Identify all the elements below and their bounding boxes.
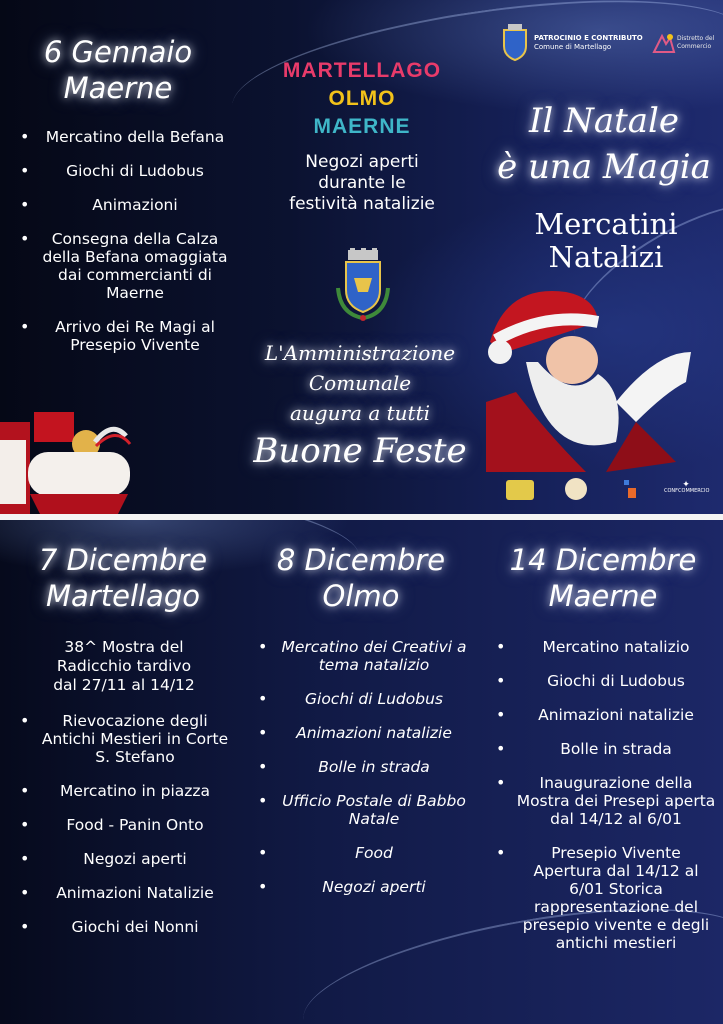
list-item: • Mercatino in piazza bbox=[18, 782, 230, 800]
confcommercio-logo bbox=[664, 482, 708, 494]
list-item: • Rievocazione degli Antichi Mestieri in Corte S. Stefano bbox=[18, 712, 230, 766]
list-item: • Food bbox=[256, 844, 470, 862]
christmas-stocking-illustration bbox=[0, 402, 140, 514]
confcommercio-emblem-icon: ✦ bbox=[682, 480, 690, 490]
text-line: Mercatini bbox=[534, 207, 678, 241]
left-date-title bbox=[8, 34, 228, 106]
list-item: • Consegna della Calza della Befana omaggiata dai commercianti di Maerne bbox=[18, 230, 230, 302]
text-line: Comune di Martellago bbox=[534, 43, 612, 51]
date-title-line: Martellago bbox=[46, 579, 200, 613]
col2-events-list bbox=[256, 638, 470, 912]
santa-claus-illustration bbox=[486, 282, 696, 472]
list-item: • Animazioni Natalizie bbox=[18, 884, 230, 902]
list-item: • Animazioni bbox=[18, 196, 230, 214]
list-item: • Negozi aperti bbox=[18, 850, 230, 868]
patronage-text bbox=[534, 34, 644, 52]
text-line: augura a tutti bbox=[290, 401, 430, 425]
date-title-line: 6 Gennaio bbox=[43, 35, 193, 69]
list-item: • Ufficio Postale di Babbo Natale bbox=[256, 792, 470, 828]
text-line: Negozi aperti bbox=[305, 152, 419, 172]
sponsor-logo-2 bbox=[565, 478, 587, 500]
greeting-text bbox=[240, 338, 480, 472]
radicchio-exhibition-text bbox=[18, 638, 230, 695]
municipal-coat-of-arms-icon bbox=[334, 248, 392, 324]
list-item: • Giochi di Ludobus bbox=[18, 162, 230, 180]
district-logo-icon bbox=[652, 32, 676, 54]
text-line: dal 27/11 al 14/12 bbox=[53, 676, 195, 694]
left-events-list bbox=[18, 128, 230, 370]
text-line: è una Magia bbox=[497, 147, 711, 187]
text-line: Il Natale bbox=[528, 101, 680, 141]
list-item: • Mercatino dei Creativi a tema natalizio bbox=[256, 638, 470, 674]
list-item: • Mercatino natalizio bbox=[494, 638, 716, 656]
sponsor-logo-1 bbox=[506, 480, 534, 500]
district-text bbox=[677, 35, 721, 51]
sponsor-n-icon bbox=[622, 478, 638, 500]
town-olmo: OLMO bbox=[328, 87, 396, 110]
sponsor-logo-3 bbox=[622, 478, 638, 500]
list-item: • Food - Panin Onto bbox=[18, 816, 230, 834]
list-item: • Negozi aperti bbox=[256, 878, 470, 896]
list-item: • Inaugurazione della Mostra dei Presepi aperta dal 14/12 al 6/01 bbox=[494, 774, 716, 828]
text-line: Comunale bbox=[308, 371, 412, 395]
confcommercio-label: CONFCOMMERCIO bbox=[664, 488, 710, 494]
bottom-panel bbox=[0, 520, 723, 1024]
list-item: • Giochi di Ludobus bbox=[256, 690, 470, 708]
date-title-line: Maerne bbox=[63, 71, 173, 105]
comune-crest-icon bbox=[500, 24, 530, 62]
mercatini-natalizi-title bbox=[496, 208, 716, 274]
text-line: 38^ Mostra del bbox=[64, 638, 184, 656]
text-line: Natalizi bbox=[548, 240, 664, 274]
text-line: Distretto del bbox=[677, 35, 715, 42]
text-line: festività natalizie bbox=[289, 194, 435, 214]
list-item: • Giochi dei Nonni bbox=[18, 918, 230, 936]
text-line: L'Amministrazione bbox=[264, 341, 456, 365]
buone-feste-text: Buone Feste bbox=[253, 431, 467, 471]
col3-date-title bbox=[484, 542, 722, 614]
shops-open-text bbox=[262, 152, 462, 215]
text-line: PATROCINIO E CONTRIBUTO bbox=[534, 34, 643, 42]
text-line: Commercio bbox=[677, 43, 712, 50]
list-item: • Bolle in strada bbox=[256, 758, 470, 776]
list-item: • Mercatino della Befana bbox=[18, 128, 230, 146]
col3-events-list bbox=[494, 638, 716, 968]
date-title-line: Maerne bbox=[548, 579, 658, 613]
list-item: • Giochi di Ludobus bbox=[494, 672, 716, 690]
list-item: • Bolle in strada bbox=[494, 740, 716, 758]
list-item: • Animazioni natalizie bbox=[494, 706, 716, 724]
list-item: • Animazioni natalizie bbox=[256, 724, 470, 742]
text-line: durante le bbox=[318, 173, 406, 193]
col1-date-title bbox=[6, 542, 240, 614]
natale-magia-title bbox=[486, 98, 722, 190]
date-title-line: 7 Dicembre bbox=[38, 543, 208, 577]
date-title-line: Olmo bbox=[322, 579, 400, 613]
col2-date-title bbox=[244, 542, 478, 614]
date-title-line: 14 Dicembre bbox=[509, 543, 697, 577]
town-martellago: MARTELLAGO bbox=[282, 59, 442, 82]
list-item: • Presepio Vivente Apertura dal 14/12 al 6/01 Storica rappresentazione del presepio vivente e degli antichi mestieri bbox=[494, 844, 716, 952]
text-line: Radicchio tardivo bbox=[56, 657, 192, 675]
town-maerne: MAERNE bbox=[313, 115, 411, 138]
col1-events-list bbox=[18, 712, 230, 952]
list-item: • Arrivo dei Re Magi al Presepio Vivente bbox=[18, 318, 230, 354]
date-title-line: 8 Dicembre bbox=[276, 543, 446, 577]
